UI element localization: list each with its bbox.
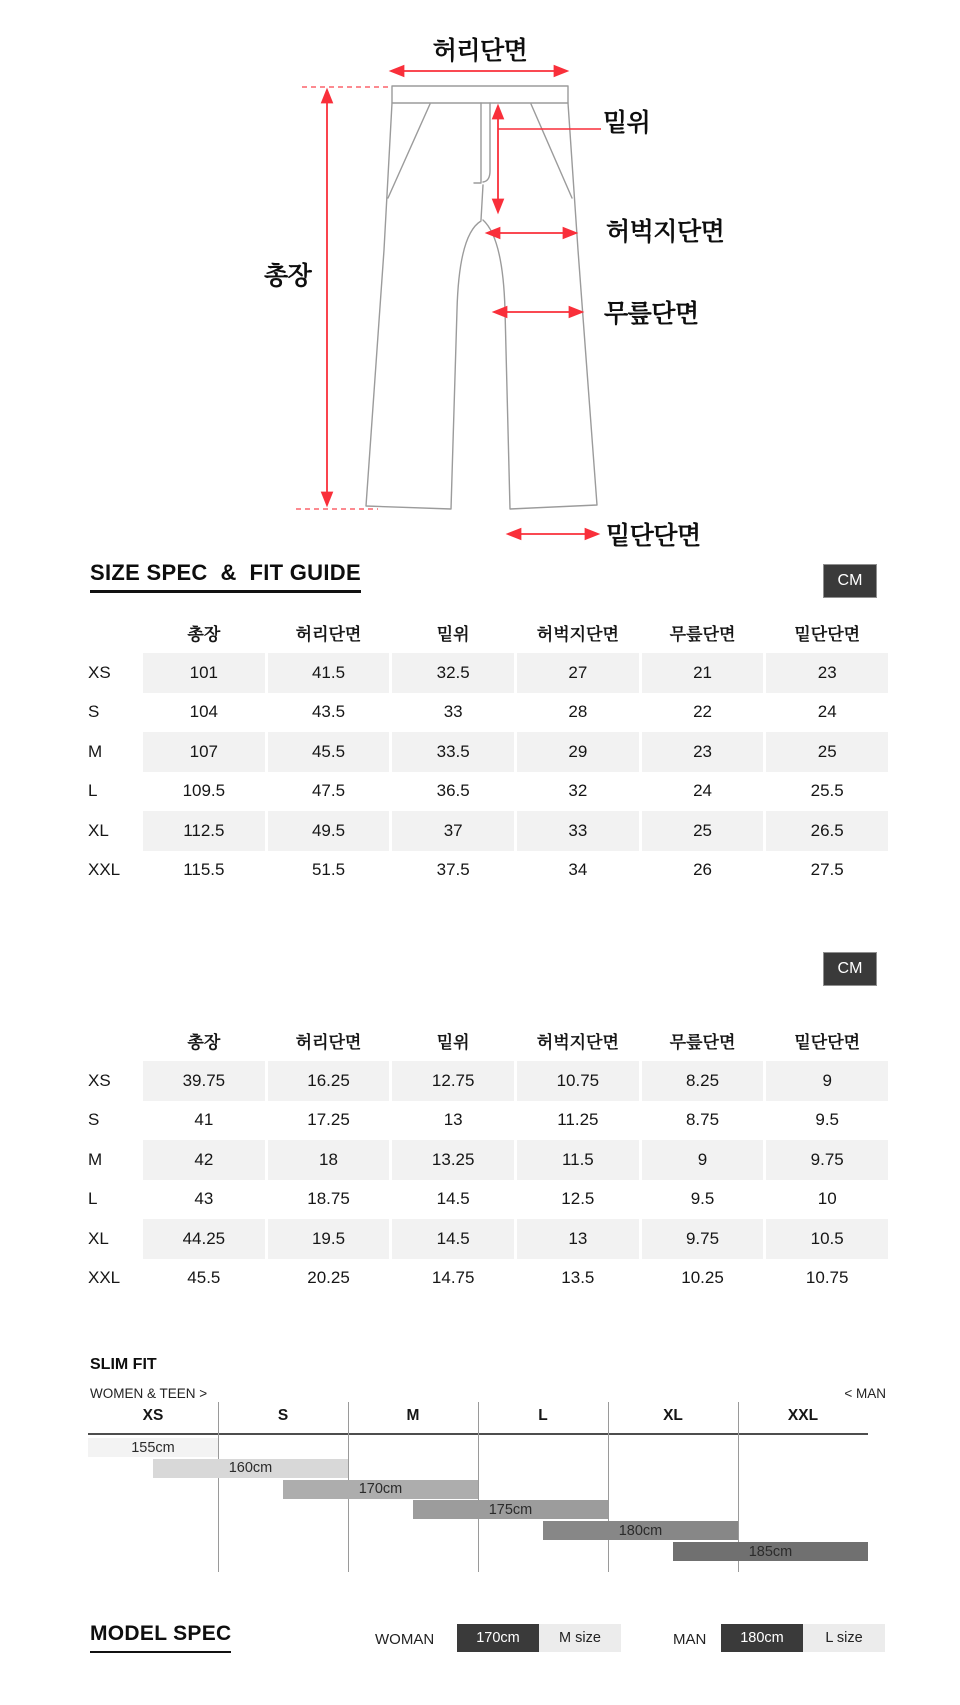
table-header-row [88, 1020, 888, 1061]
measurement-value: 8.75 [685, 1110, 720, 1130]
measurement-value: 28 [568, 702, 588, 722]
height-bar: 160cm [153, 1459, 348, 1478]
measurement-value: 32 [568, 781, 588, 801]
fit-size-label: S [277, 1407, 289, 1424]
model-spec-title: MODEL SPEC [90, 1622, 231, 1653]
size-label: XXL [88, 1268, 121, 1288]
measurement-value: 25 [642, 811, 764, 851]
measurement-value: 32.5 [392, 653, 514, 693]
measurement-value: 9.75 [766, 1140, 888, 1180]
measurement-value: 37.5 [436, 860, 470, 880]
table-row [88, 1259, 888, 1299]
hem-label: 밑단단면 [606, 522, 701, 550]
table-row [88, 732, 888, 772]
measurement-value: 43.5 [311, 702, 346, 722]
measurement-value: 42 [143, 1140, 265, 1180]
measurement-value: 23 [642, 732, 764, 772]
measurement-value: 14.75 [431, 1268, 475, 1288]
measurement-value: 41 [194, 1110, 214, 1130]
column-header: 무릎단면 [669, 1033, 736, 1052]
height-bar: 180cm [543, 1521, 738, 1540]
measurement-value: 10.75 [517, 1061, 639, 1101]
measurement-value: 19.5 [268, 1219, 390, 1259]
measurement-value: 14.5 [436, 1189, 470, 1209]
size-table-inch [88, 1020, 888, 1298]
header-spacer [88, 1020, 140, 1061]
column-header: 허벅지단면 [536, 1033, 619, 1052]
fit-guide-title: SLIM FIT [90, 1356, 157, 1373]
measurement-value: 26.5 [766, 811, 888, 851]
size-label: M [88, 741, 103, 761]
measurement-value: 112.5 [143, 811, 265, 851]
measurement-value: 9 [642, 1140, 764, 1180]
measurement-value: 10.5 [766, 1219, 888, 1259]
measurement-value: 49.5 [268, 811, 390, 851]
fit-size-label: XL [663, 1407, 683, 1424]
thigh-label: 허벅지단면 [606, 218, 725, 246]
header-spacer [88, 612, 140, 653]
measurement-value: 36.5 [436, 781, 470, 801]
column-header: 허리단면 [295, 1033, 362, 1052]
section-title: SIZE SPEC & FIT GUIDE [90, 560, 361, 593]
measurement-value: 13.25 [392, 1140, 514, 1180]
column-header: 무릎단면 [669, 625, 736, 644]
measurement-value: 104 [189, 702, 219, 722]
measurement-value: 13 [443, 1110, 463, 1130]
column-header: 밑위 [436, 1033, 470, 1052]
measurement-value: 12.75 [392, 1061, 514, 1101]
fit-size-label: L [538, 1407, 548, 1424]
measurement-value: 21 [642, 653, 764, 693]
model-spec-man-size-badge: L size [803, 1624, 885, 1652]
table-row [88, 653, 888, 693]
height-bar: 185cm [673, 1542, 868, 1561]
model-spec-woman-size-badge: M size [539, 1624, 621, 1652]
height-bar: 155cm [88, 1438, 218, 1457]
measurement-value: 109.5 [182, 781, 226, 801]
measurement-value: 33 [517, 811, 639, 851]
pants-measurement-diagram [0, 0, 960, 560]
column-header: 허벅지단면 [536, 625, 619, 644]
table-row [88, 1101, 888, 1141]
measurement-value: 101 [143, 653, 265, 693]
measurement-value: 18 [268, 1140, 390, 1180]
table-header-row [88, 612, 888, 653]
fly-shape [474, 103, 490, 220]
measurement-value: 45.5 [187, 1268, 221, 1288]
measurement-value: 16.25 [268, 1061, 390, 1101]
waistband-shape [392, 86, 568, 103]
measurement-value: 22 [693, 702, 712, 722]
size-label: XXL [88, 860, 121, 880]
fit-guide-divider [218, 1402, 219, 1572]
measurement-value: 10 [817, 1189, 837, 1209]
measurement-value: 11.5 [517, 1140, 639, 1180]
measurement-value: 44.25 [143, 1219, 265, 1259]
column-header: 밑위 [436, 625, 470, 644]
measurement-value: 27 [517, 653, 639, 693]
measurement-value: 18.75 [307, 1189, 350, 1209]
measurement-value: 47.5 [311, 781, 346, 801]
size-label: L [88, 1189, 98, 1209]
fit-size-label: XXL [787, 1407, 819, 1424]
size-table-cm [88, 612, 888, 890]
column-header: 밑단단면 [794, 1033, 861, 1052]
model-spec-man-height-badge: 180cm [721, 1624, 803, 1652]
size-label: L [88, 781, 98, 801]
measurement-value: 45.5 [268, 732, 390, 772]
measurement-value: 37 [392, 811, 514, 851]
measurement-value: 51.5 [311, 860, 346, 880]
model-spec-woman-height-badge: 170cm [457, 1624, 539, 1652]
measurement-value: 9 [766, 1061, 888, 1101]
measurement-value: 17.25 [307, 1110, 350, 1130]
size-label: XL [88, 820, 109, 840]
knee-label: 무릎단면 [604, 300, 699, 328]
size-label: M [88, 1149, 103, 1169]
size-label: XS [88, 662, 111, 682]
pants-outline [366, 86, 597, 509]
measurement-value: 10.75 [805, 1268, 849, 1288]
measurement-value: 9.5 [815, 1110, 840, 1130]
fit-guide-divider [608, 1402, 609, 1572]
measurement-value: 25.5 [810, 781, 844, 801]
measurement-value: 39.75 [143, 1061, 265, 1101]
rise-label: 밑위 [603, 109, 651, 137]
right-leg-shape [483, 103, 597, 509]
height-bar: 175cm [413, 1500, 608, 1519]
column-header: 밑단단면 [794, 625, 861, 644]
fit-size-label: XS [142, 1407, 164, 1424]
fit-size-label: M [406, 1407, 420, 1424]
measurement-value: 26 [693, 860, 712, 880]
size-label: S [88, 1110, 100, 1130]
column-header: 총장 [187, 1033, 221, 1052]
measurement-value: 29 [517, 732, 639, 772]
height-bar: 170cm [283, 1480, 478, 1499]
unit-badge-cm: CM [823, 564, 877, 598]
measurement-value: 24 [817, 702, 837, 722]
fit-guide-right-label: < MAN [844, 1386, 886, 1401]
length-label: 총장 [264, 262, 312, 290]
measurement-value: 33.5 [392, 732, 514, 772]
column-header: 총장 [187, 625, 221, 644]
measurement-value: 8.25 [642, 1061, 764, 1101]
fit-guide-chart [88, 1402, 868, 1574]
measurement-value: 107 [143, 732, 265, 772]
fit-size-row [88, 1402, 868, 1425]
table-row [88, 1061, 888, 1101]
size-label: XS [88, 1070, 111, 1090]
size-label: XL [88, 1228, 109, 1248]
measurement-value: 23 [766, 653, 888, 693]
measurement-value: 27.5 [810, 860, 844, 880]
measurement-value: 34 [568, 860, 588, 880]
measurement-value: 41.5 [268, 653, 390, 693]
measurement-value: 43 [194, 1189, 214, 1209]
measurement-value: 11.25 [557, 1110, 599, 1130]
table-row [88, 1180, 888, 1220]
column-header: 허리단면 [295, 625, 362, 644]
measurement-value: 13 [517, 1219, 639, 1259]
measurement-value: 25 [766, 732, 888, 772]
table-row [88, 851, 888, 891]
measurement-value: 20.25 [307, 1268, 350, 1288]
table-row [88, 811, 888, 851]
measurement-value: 115.5 [183, 860, 225, 880]
waist-label: 허리단면 [432, 37, 528, 65]
measurement-value: 12.5 [561, 1189, 595, 1209]
measurement-value: 14.5 [392, 1219, 514, 1259]
table-row [88, 772, 888, 812]
measurement-value: 10.25 [681, 1268, 724, 1288]
pocket-lines [388, 104, 572, 198]
measurement-value: 9.5 [690, 1189, 715, 1209]
table-row [88, 693, 888, 733]
table-row [88, 1219, 888, 1259]
model-spec-man-label: MAN [673, 1631, 707, 1648]
left-leg-shape [366, 103, 481, 509]
unit-badge-inch: CM [823, 952, 877, 986]
fit-guide-left-label: WOMEN & TEEN > [90, 1386, 208, 1401]
table-row [88, 1140, 888, 1180]
measurement-value: 9.75 [642, 1219, 764, 1259]
measurement-value: 33 [443, 702, 463, 722]
size-label: S [88, 702, 100, 722]
model-spec-woman-label: WOMAN [375, 1631, 435, 1648]
measurement-value: 24 [693, 781, 712, 801]
fit-guide-divider [478, 1402, 479, 1572]
measurement-value: 13.5 [561, 1268, 595, 1288]
